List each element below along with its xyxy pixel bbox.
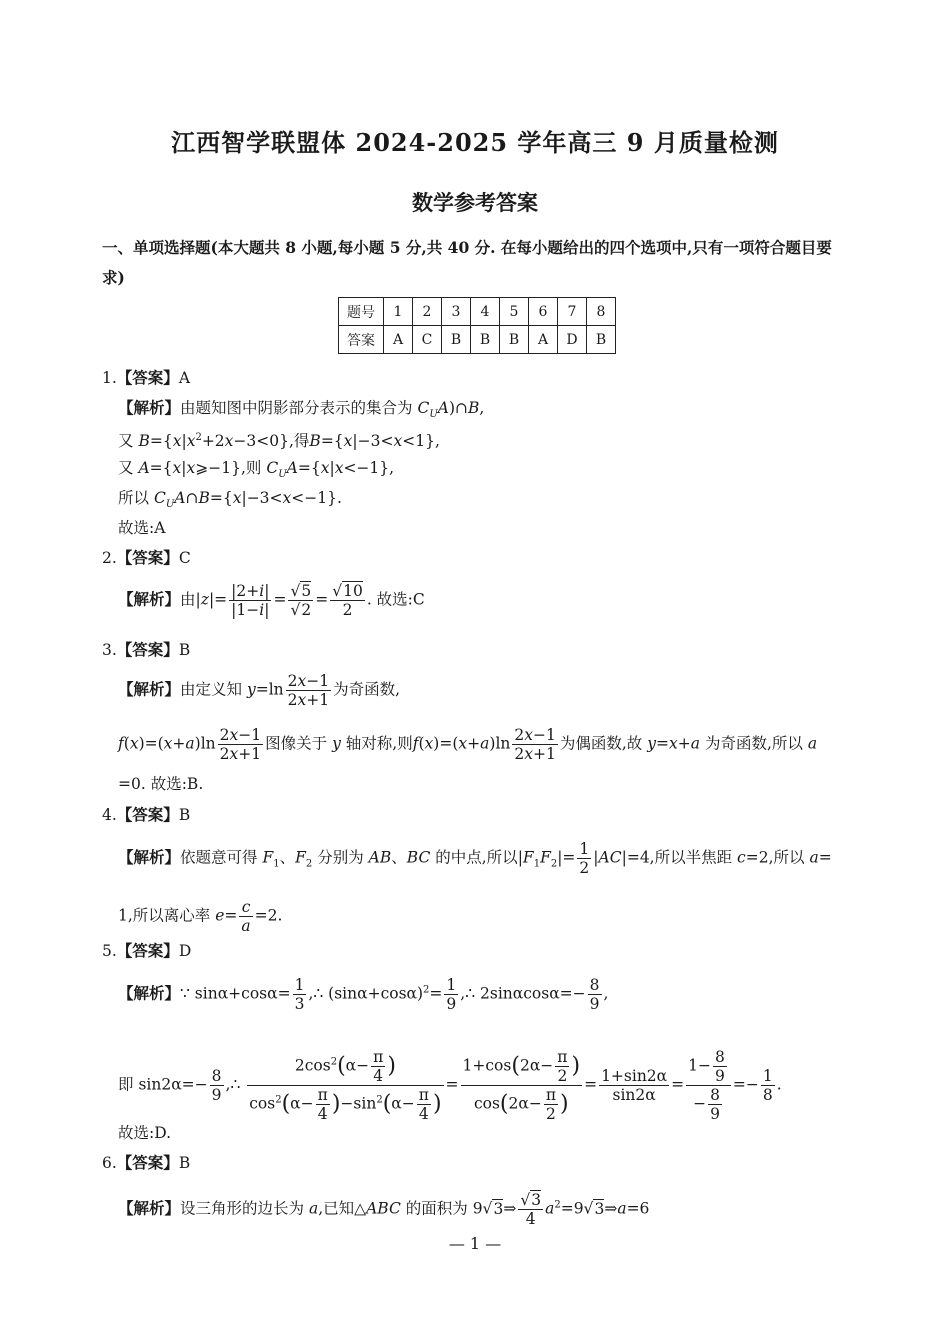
q2-answer-line: 2.【答案】C (102, 548, 191, 567)
table-cell: 5 (500, 298, 529, 326)
q1-conclusion: 故选:A (118, 519, 166, 537)
table-cell: B (471, 326, 500, 354)
table-cell: B (442, 326, 471, 354)
table-cell: B (587, 326, 616, 354)
q5-conclusion: 故选:D. (118, 1124, 172, 1142)
table-cell: A (529, 326, 558, 354)
q1-analysis-line1: 【解析】由题知图中阴影部分表示的集合为 $C_UA)\cap B$, (118, 398, 485, 421)
table-cell: 2 (413, 298, 442, 326)
q4-analysis-line1: 【解析】依题意可得 $F_1$、$F_2$ 分别为 AB、BC 的中点,所以$|F_1F_2|=$ $\frac{1}{2}$ |AC|=4,所以半焦距 c=2,所以 a= (118, 840, 832, 877)
table-cell: B (500, 326, 529, 354)
table-cell: 1 (384, 298, 413, 326)
q6-answer-line: 6.【答案】B (102, 1153, 191, 1172)
page-title: 江西智学联盟体 2024-2025 学年高三 9 月质量检测 (171, 128, 779, 157)
table-cell: C (413, 326, 442, 354)
q1-analysis-line3: 又 A={x|x⩾−1},则 $C_UA=\{x|x<-1\}$, (118, 459, 395, 481)
q5-answer-line: 5.【答案】D (102, 941, 192, 960)
table-cell: 4 (471, 298, 500, 326)
table-cell: 6 (529, 298, 558, 326)
table-row-numbers (339, 298, 616, 326)
q4-answer-line: 4.【答案】B (102, 805, 191, 824)
q5-analysis-line1: 【解析】∵ sinα+cosα= $\frac{1}{3}$ ,∴ $(\sin\alpha+\cos\alpha)^2=$ $\frac{1}{9}$ ,∴ 2sinαcosα=− $\frac{8}{9}$ , (118, 976, 609, 1013)
table-header-cell: 答案 (339, 326, 384, 354)
q1-answer-line: 1.【答案】A (102, 368, 191, 387)
q6-analysis-line1: 【解析】设三角形的边长为 a,已知△ABC 的面积为 9√3⇒ $\frac{√3}{4}$ $a^2=9√3\Rightarrow a=6$ (118, 1191, 650, 1228)
q3-answer-line: 3.【答案】B (102, 640, 191, 659)
answer-table (338, 297, 616, 354)
q5-analysis-line2: 即 sin2α=− $\frac{8}{9}$ ,∴ $2\cos^2(\alpha-$ $\frac{\pi}{4}$ ) $\cos^2(\alpha-$ $\frac{\pi}{4}$ )$-\sin^2(\alpha-$ $\frac{\pi}{4}$ ) = 1+cos(2α− $\frac{\pi}{2}$ ) cos(2α− $\frac{\pi}{2}$ ) = $\frac{1+\sin 2\alpha}{\sin 2\alpha}$ = 1− $\frac{8}{9}$ − $\frac{8}{9}$ =− $\frac{1}{8}$ . (118, 1048, 782, 1123)
page-subtitle: 数学参考答案 (412, 190, 538, 215)
table-row-answers (339, 326, 616, 354)
page-number: — 1 — (448, 1234, 502, 1253)
table-cell: A (384, 326, 413, 354)
q1-analysis-line4: 所以 $C_UA\cap B=\{x|-3<x<-1\}$. (118, 489, 342, 511)
q2-analysis-line: 【解析】由|z|= $\frac{|2+i|}{|1-i|}$ = $\frac{√5}{√2}$ = $\frac{√10}{2}$ . 故选:C (118, 582, 425, 619)
table-header-cell: 题号 (339, 298, 384, 326)
table-cell: 8 (587, 298, 616, 326)
table-cell: 7 (558, 298, 587, 326)
section-heading: 一、单项选择题(本大题共 8 小题,每小题 5 分,共 40 分. 在每小题给出的四个选项中,只有一项符合题目要求) (102, 238, 832, 287)
table-cell: D (558, 326, 587, 354)
table-cell: 3 (442, 298, 471, 326)
q1-analysis-line2: 又 $B=\{x|x^2+2x-3<0\}$,得B={x|−3<x<1}, (118, 432, 440, 451)
q3-analysis-line1: 【解析】由定义知 y=ln $\frac{2x-1}{2x+1}$ 为奇函数, (118, 672, 401, 709)
q3-analysis-line2: f(x)=(x+a)ln $\frac{2x-1}{2x+1}$ 图像关于 y 轴对称,则f(x)=(x+a)ln $\frac{2x-1}{2x+1}$ 为偶函数,故 y=x+a 为奇函数,所以 a (118, 726, 818, 763)
q4-analysis-line2: 1,所以离心率 e= $\frac{c}{a}$ =2. (118, 898, 283, 935)
q3-conclusion: =0. 故选:B. (118, 775, 204, 793)
